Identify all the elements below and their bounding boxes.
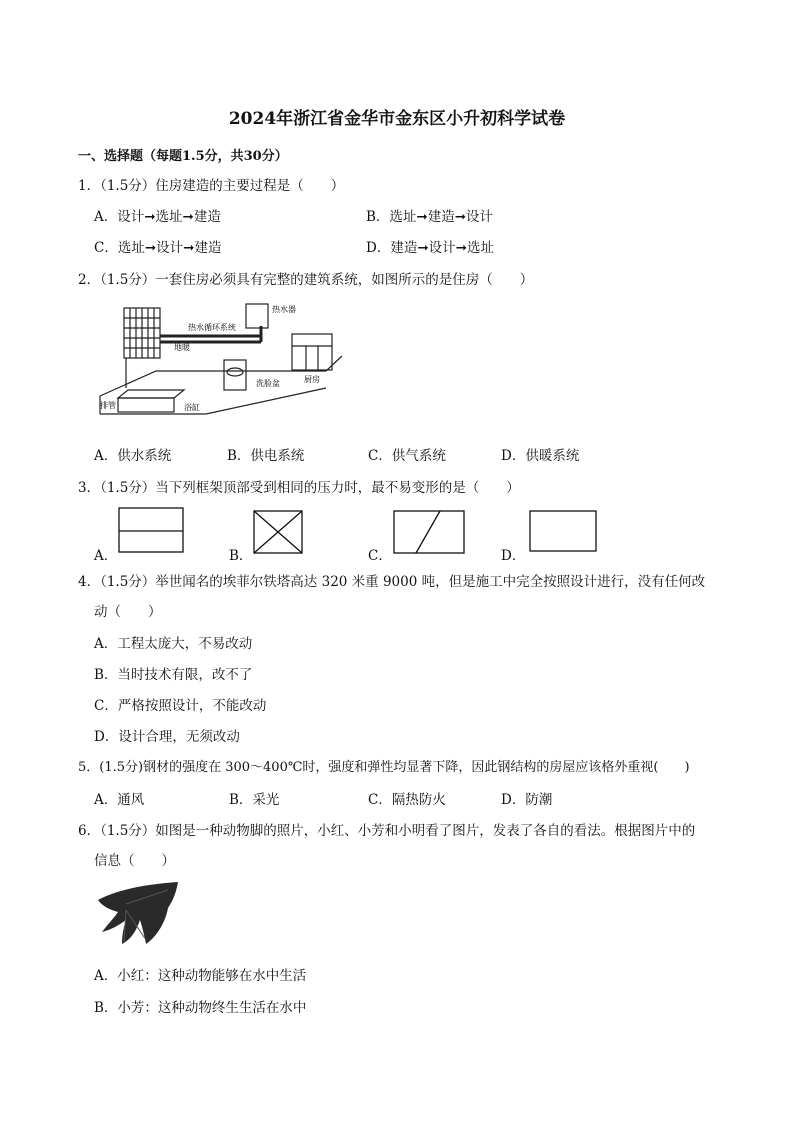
label-loop: 热水循环系统 xyxy=(188,323,236,332)
q2-option-d[interactable]: D．供暖系统 xyxy=(501,448,580,464)
q3-option-c[interactable]: C． xyxy=(368,548,392,564)
q3-option-b[interactable]: B． xyxy=(229,548,253,564)
question-6: 6．（1.5分）如图是一种动物脚的照片，小红、小芳和小明看了图片，发表了各自的看法。根据图片中的 xyxy=(78,823,696,839)
q4-option-c[interactable]: C．严格按照设计，不能改动 xyxy=(94,698,267,714)
q2-option-b[interactable]: B．供电系统 xyxy=(227,448,305,464)
q4-option-a[interactable]: A．工程太庞大，不易改动 xyxy=(94,636,253,652)
q1-option-c[interactable]: C．选址➞设计➞建造 xyxy=(94,240,222,256)
q1-option-d[interactable]: D．建造➞设计➞选址 xyxy=(366,240,494,256)
question-1: 1．（1.5分）住房建造的主要过程是（ ） xyxy=(78,178,345,194)
q4-option-b[interactable]: B．当时技术有限，改不了 xyxy=(94,667,253,683)
question-6-cont: 信息（ ） xyxy=(94,853,175,869)
label-floor: 地暖 xyxy=(174,343,190,352)
q3-option-d[interactable]: D． xyxy=(501,548,526,564)
q2-option-c[interactable]: C．供气系统 xyxy=(368,448,446,464)
label-heater: 热水器 xyxy=(272,305,296,314)
label-bath: 浴缸 xyxy=(184,403,200,412)
q5-option-c[interactable]: C．隔热防火 xyxy=(368,792,446,808)
q1-option-b[interactable]: B．选址➞建造➞设计 xyxy=(366,209,494,225)
q3-option-a[interactable]: A． xyxy=(94,548,118,564)
q6-option-a[interactable]: A．小红：这种动物能够在水中生活 xyxy=(94,968,307,984)
section-heading: 一、选择题（每题1.5分，共30分） xyxy=(78,149,288,164)
label-basin: 洗脸盆 xyxy=(256,379,280,388)
frame-a-horizontal-brace xyxy=(118,507,186,555)
q6-option-b[interactable]: B．小芳：这种动物终生生活在水中 xyxy=(94,1000,307,1016)
q5-option-d[interactable]: D．防潮 xyxy=(501,792,553,808)
question-3: 3．（1.5分）当下列框架顶部受到相同的压力时，最不易变形的是（ ） xyxy=(78,480,520,496)
question-5: 5．(1.5分)钢材的强度在 300～400℃时，强度和弹性均显著下降，因此钢结构的房屋应该格外重视( ) xyxy=(78,760,690,775)
heating-system-figure xyxy=(96,296,346,426)
page-title: 2024年浙江省金华市金东区小升初科学试卷 xyxy=(228,109,566,129)
q5-option-a[interactable]: A．通风 xyxy=(94,792,145,808)
q2-option-a[interactable]: A．供水系统 xyxy=(94,448,172,464)
frame-d-no-brace xyxy=(529,510,599,554)
frame-b-cross-brace xyxy=(253,510,305,556)
label-kitchen: 厨房 xyxy=(304,375,320,384)
frame-c-diagonal-brace xyxy=(393,510,467,556)
webbed-foot-photo xyxy=(96,880,182,946)
q4-option-d[interactable]: D．设计合理，无须改动 xyxy=(94,729,240,745)
q5-option-b[interactable]: B．采光 xyxy=(229,792,280,808)
question-2: 2．（1.5分）一套住房必须具有完整的建筑系统，如图所示的是住房（ ） xyxy=(78,272,534,288)
label-drain: 排管 xyxy=(100,401,116,410)
question-4: 4．（1.5分）举世闻名的埃菲尔铁塔高达 320 米重 9000 吨，但是施工中完全按照设计进行，没有任何改 xyxy=(78,574,706,590)
q1-option-a[interactable]: A．设计➞选址➞建造 xyxy=(94,209,221,225)
question-4-cont: 动（ ） xyxy=(94,604,162,620)
